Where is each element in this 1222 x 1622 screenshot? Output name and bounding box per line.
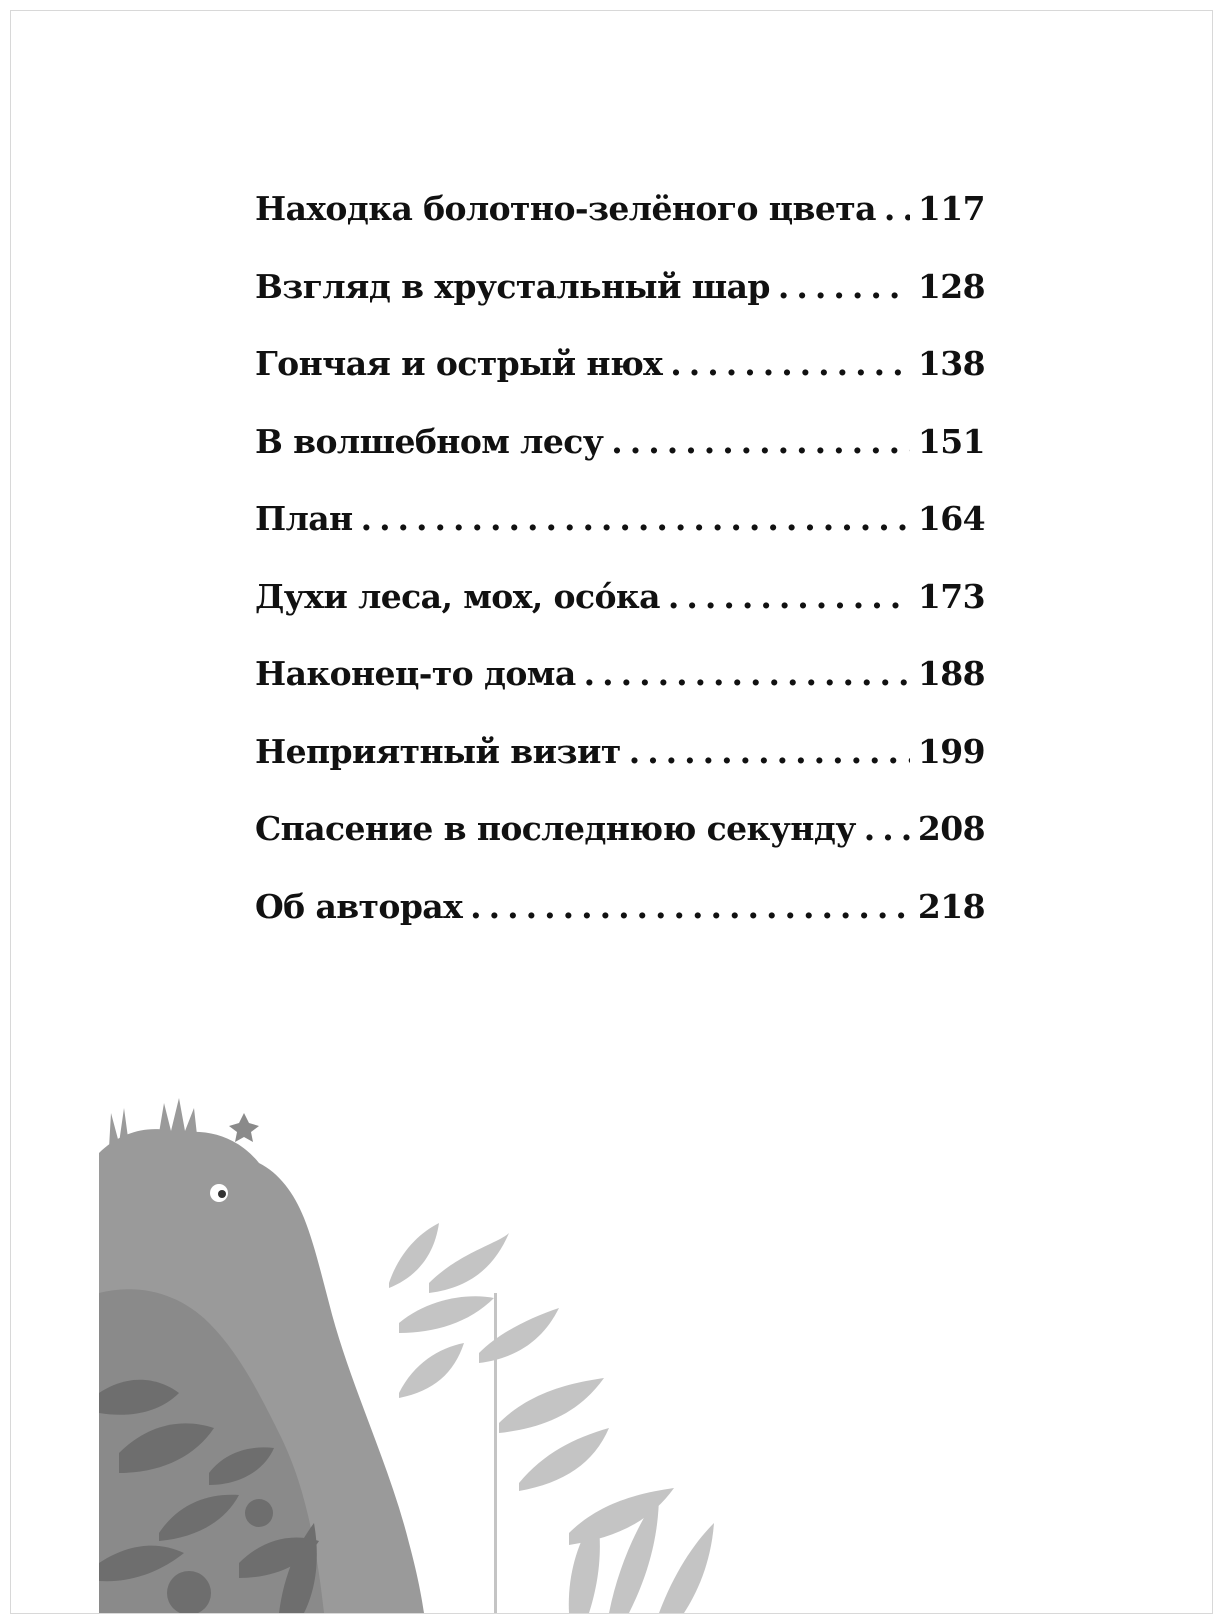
toc-entry-title: Спасение в последнюю секунду xyxy=(255,809,856,848)
book-page xyxy=(10,10,1213,1614)
toc-entry[interactable] xyxy=(255,267,985,345)
toc-entry[interactable] xyxy=(255,189,985,267)
toc-leader-dots xyxy=(611,422,910,461)
toc-entry-title: План xyxy=(255,499,353,538)
toc-entry-page: 199 xyxy=(917,731,985,771)
toc-entry-page: 151 xyxy=(917,421,985,461)
toc-entry-page: 208 xyxy=(917,809,985,848)
toc-entry-title: Об авторах xyxy=(255,886,463,926)
toc-leader-dots xyxy=(670,344,910,383)
toc-leader-dots xyxy=(584,654,910,693)
toc-entry[interactable] xyxy=(255,732,985,810)
toc-entry-page: 117 xyxy=(917,189,985,228)
toc-entry[interactable] xyxy=(255,809,985,887)
background-leaves-icon xyxy=(389,1223,714,1613)
toc-entry-title: Находка болотно-зелёного цвета xyxy=(255,189,876,228)
toc-leader-dots xyxy=(470,887,910,926)
toc-entry-page: 138 xyxy=(917,344,985,383)
toc-leader-dots xyxy=(864,809,910,848)
toc-leader-dots xyxy=(668,577,910,616)
toc-entry[interactable] xyxy=(255,499,985,577)
toc-entry[interactable] xyxy=(255,887,985,965)
toc-entry-title: В волшебном лесу xyxy=(255,421,604,461)
toc-entry-page: 164 xyxy=(917,499,985,538)
toc-leader-dots xyxy=(629,732,910,771)
toc-entry[interactable] xyxy=(255,422,985,500)
table-of-contents xyxy=(255,189,985,964)
toc-entry-title: Гончая и острый нюх xyxy=(255,344,663,383)
toc-entry[interactable] xyxy=(255,577,985,655)
toc-entry[interactable] xyxy=(255,344,985,422)
toc-entry-page: 218 xyxy=(917,886,985,926)
toc-entry-page: 128 xyxy=(917,266,985,306)
forest-creature-illustration xyxy=(99,1093,719,1613)
toc-entry-title: Наконец-то дома xyxy=(255,654,576,693)
toc-leader-dots xyxy=(778,267,910,306)
toc-entry-page: 173 xyxy=(917,576,985,616)
toc-leader-dots xyxy=(361,499,910,538)
toc-entry-title: Неприятный визит xyxy=(255,731,621,771)
toc-entry-page: 188 xyxy=(917,654,985,693)
toc-leader-dots xyxy=(884,189,910,228)
toc-entry-title: Взгляд в хрустальный шар xyxy=(255,266,770,306)
creature-silhouette-icon xyxy=(99,1098,424,1613)
toc-entry[interactable] xyxy=(255,654,985,732)
toc-entry-title: Духи леса, мох, осóка xyxy=(255,576,660,616)
